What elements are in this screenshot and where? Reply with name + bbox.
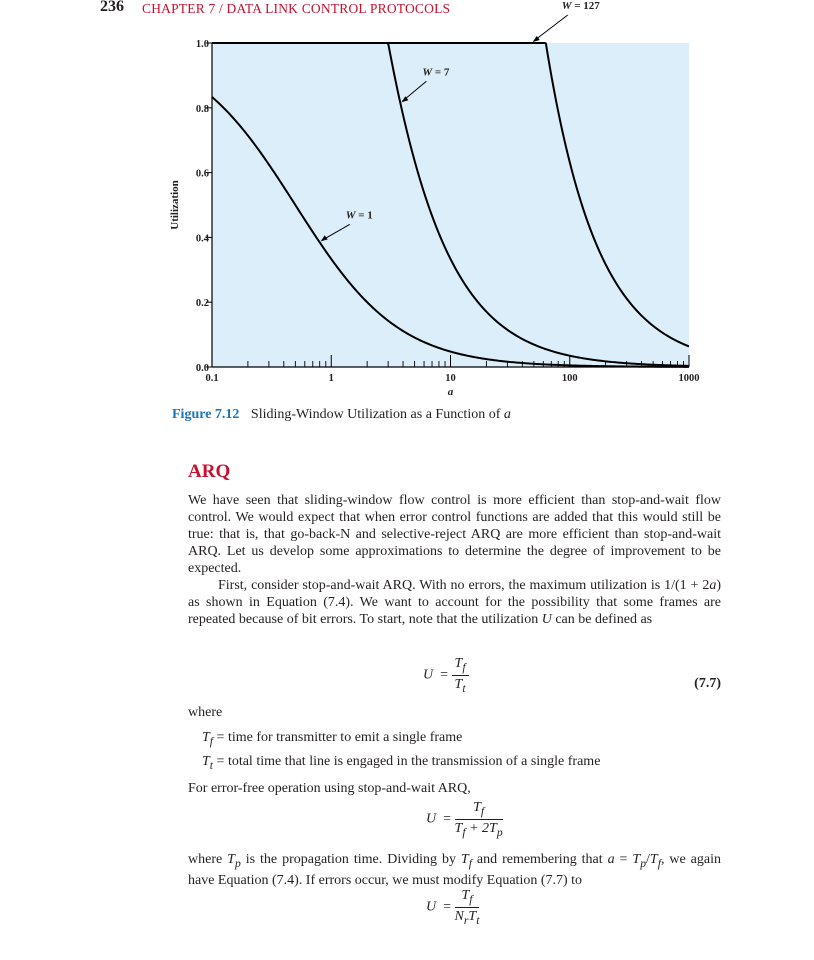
x-tick-label: 0.1 xyxy=(205,373,219,384)
definition-tt: $T_t$ = total time that line is engaged in the transmission of a single frame xyxy=(202,754,601,772)
x-tick-label: 10 xyxy=(445,373,456,384)
x-tick-label: 1000 xyxy=(678,373,700,384)
paragraph-3: For error-free operation using stop-and-wait ARQ, xyxy=(188,781,471,796)
y-tick-label: 0.2 xyxy=(195,298,209,310)
paragraph-2: First, consider stop-and-wait ARQ. With no errors, the maximum utilization is 1/(1 + 2a) as shown in Equation (7.4). We want to account for the possibility that some frames are repeated because of bit errors. To start, note that the utilization U can be defined as xyxy=(188,578,721,627)
y-tick-label: 0.6 xyxy=(195,168,209,180)
equation-error-free: U = $\frac{T_f}{T_f + 2T_p}$ xyxy=(426,800,503,839)
x-axis-label: a xyxy=(447,386,454,398)
where-label: where xyxy=(188,705,223,720)
y-axis-label: Utilization xyxy=(169,180,181,230)
annotation-label: W = 127 xyxy=(561,0,600,12)
definition-tf: $T_f$ = time for transmitter to emit a single frame xyxy=(202,730,463,748)
equation-7-7: U = $\frac{T_f}{T_t}$ xyxy=(423,656,469,695)
plot-background xyxy=(212,43,689,367)
figure-caption xyxy=(172,407,511,423)
definition-tf-text: = time for transmitter to emit a single frame xyxy=(216,730,463,745)
paragraph-1: We have seen that sliding-window flow control is more efficient than stop-and-wait flow control. We would expect that when error control functions are added that this would still be true: that is, that go-back-N and selective-reject ARQ are more efficient than stop-and-wait ARQ. Let us develop some approximations to determine the degree of improvement to be expected. xyxy=(188,493,721,576)
annotation-label: W = 1 xyxy=(345,209,373,222)
paragraph-4: where $T_p$ is the propagation time. Dividing by $T_f$ and remembering that $a = T_p/T_f$, we again have Equation (7.4). If errors occur, we must modify Equation (7.7) to xyxy=(188,852,721,888)
x-tick-label: 100 xyxy=(561,373,578,384)
y-tick-label: 0.8 xyxy=(195,103,209,115)
chapter-title: CHAPTER 7 / DATA LINK CONTROL PROTOCOLS xyxy=(142,1,451,16)
section-body xyxy=(188,492,721,628)
x-tick-label: 1 xyxy=(328,373,334,384)
section-heading: ARQ xyxy=(188,461,231,482)
equation-number: (7.7) xyxy=(694,676,721,691)
y-tick-label: 0.0 xyxy=(195,363,209,374)
page-number: 236 xyxy=(100,0,124,15)
figure-caption-text: Sliding-Window Utilization as a Function of a xyxy=(250,407,511,422)
definition-tt-text: = total time that line is engaged in the transmission of a single frame xyxy=(216,754,601,769)
annotation-label: W = 7 xyxy=(422,66,450,79)
equation-with-errors: U = $\frac{T_f}{N_rT_t}$ xyxy=(426,888,480,927)
figure-label: Figure 7.12 xyxy=(172,407,240,422)
y-tick-label: 1.0 xyxy=(195,39,209,50)
annotation-arrow xyxy=(534,15,568,41)
y-tick-label: 0.4 xyxy=(195,233,209,245)
